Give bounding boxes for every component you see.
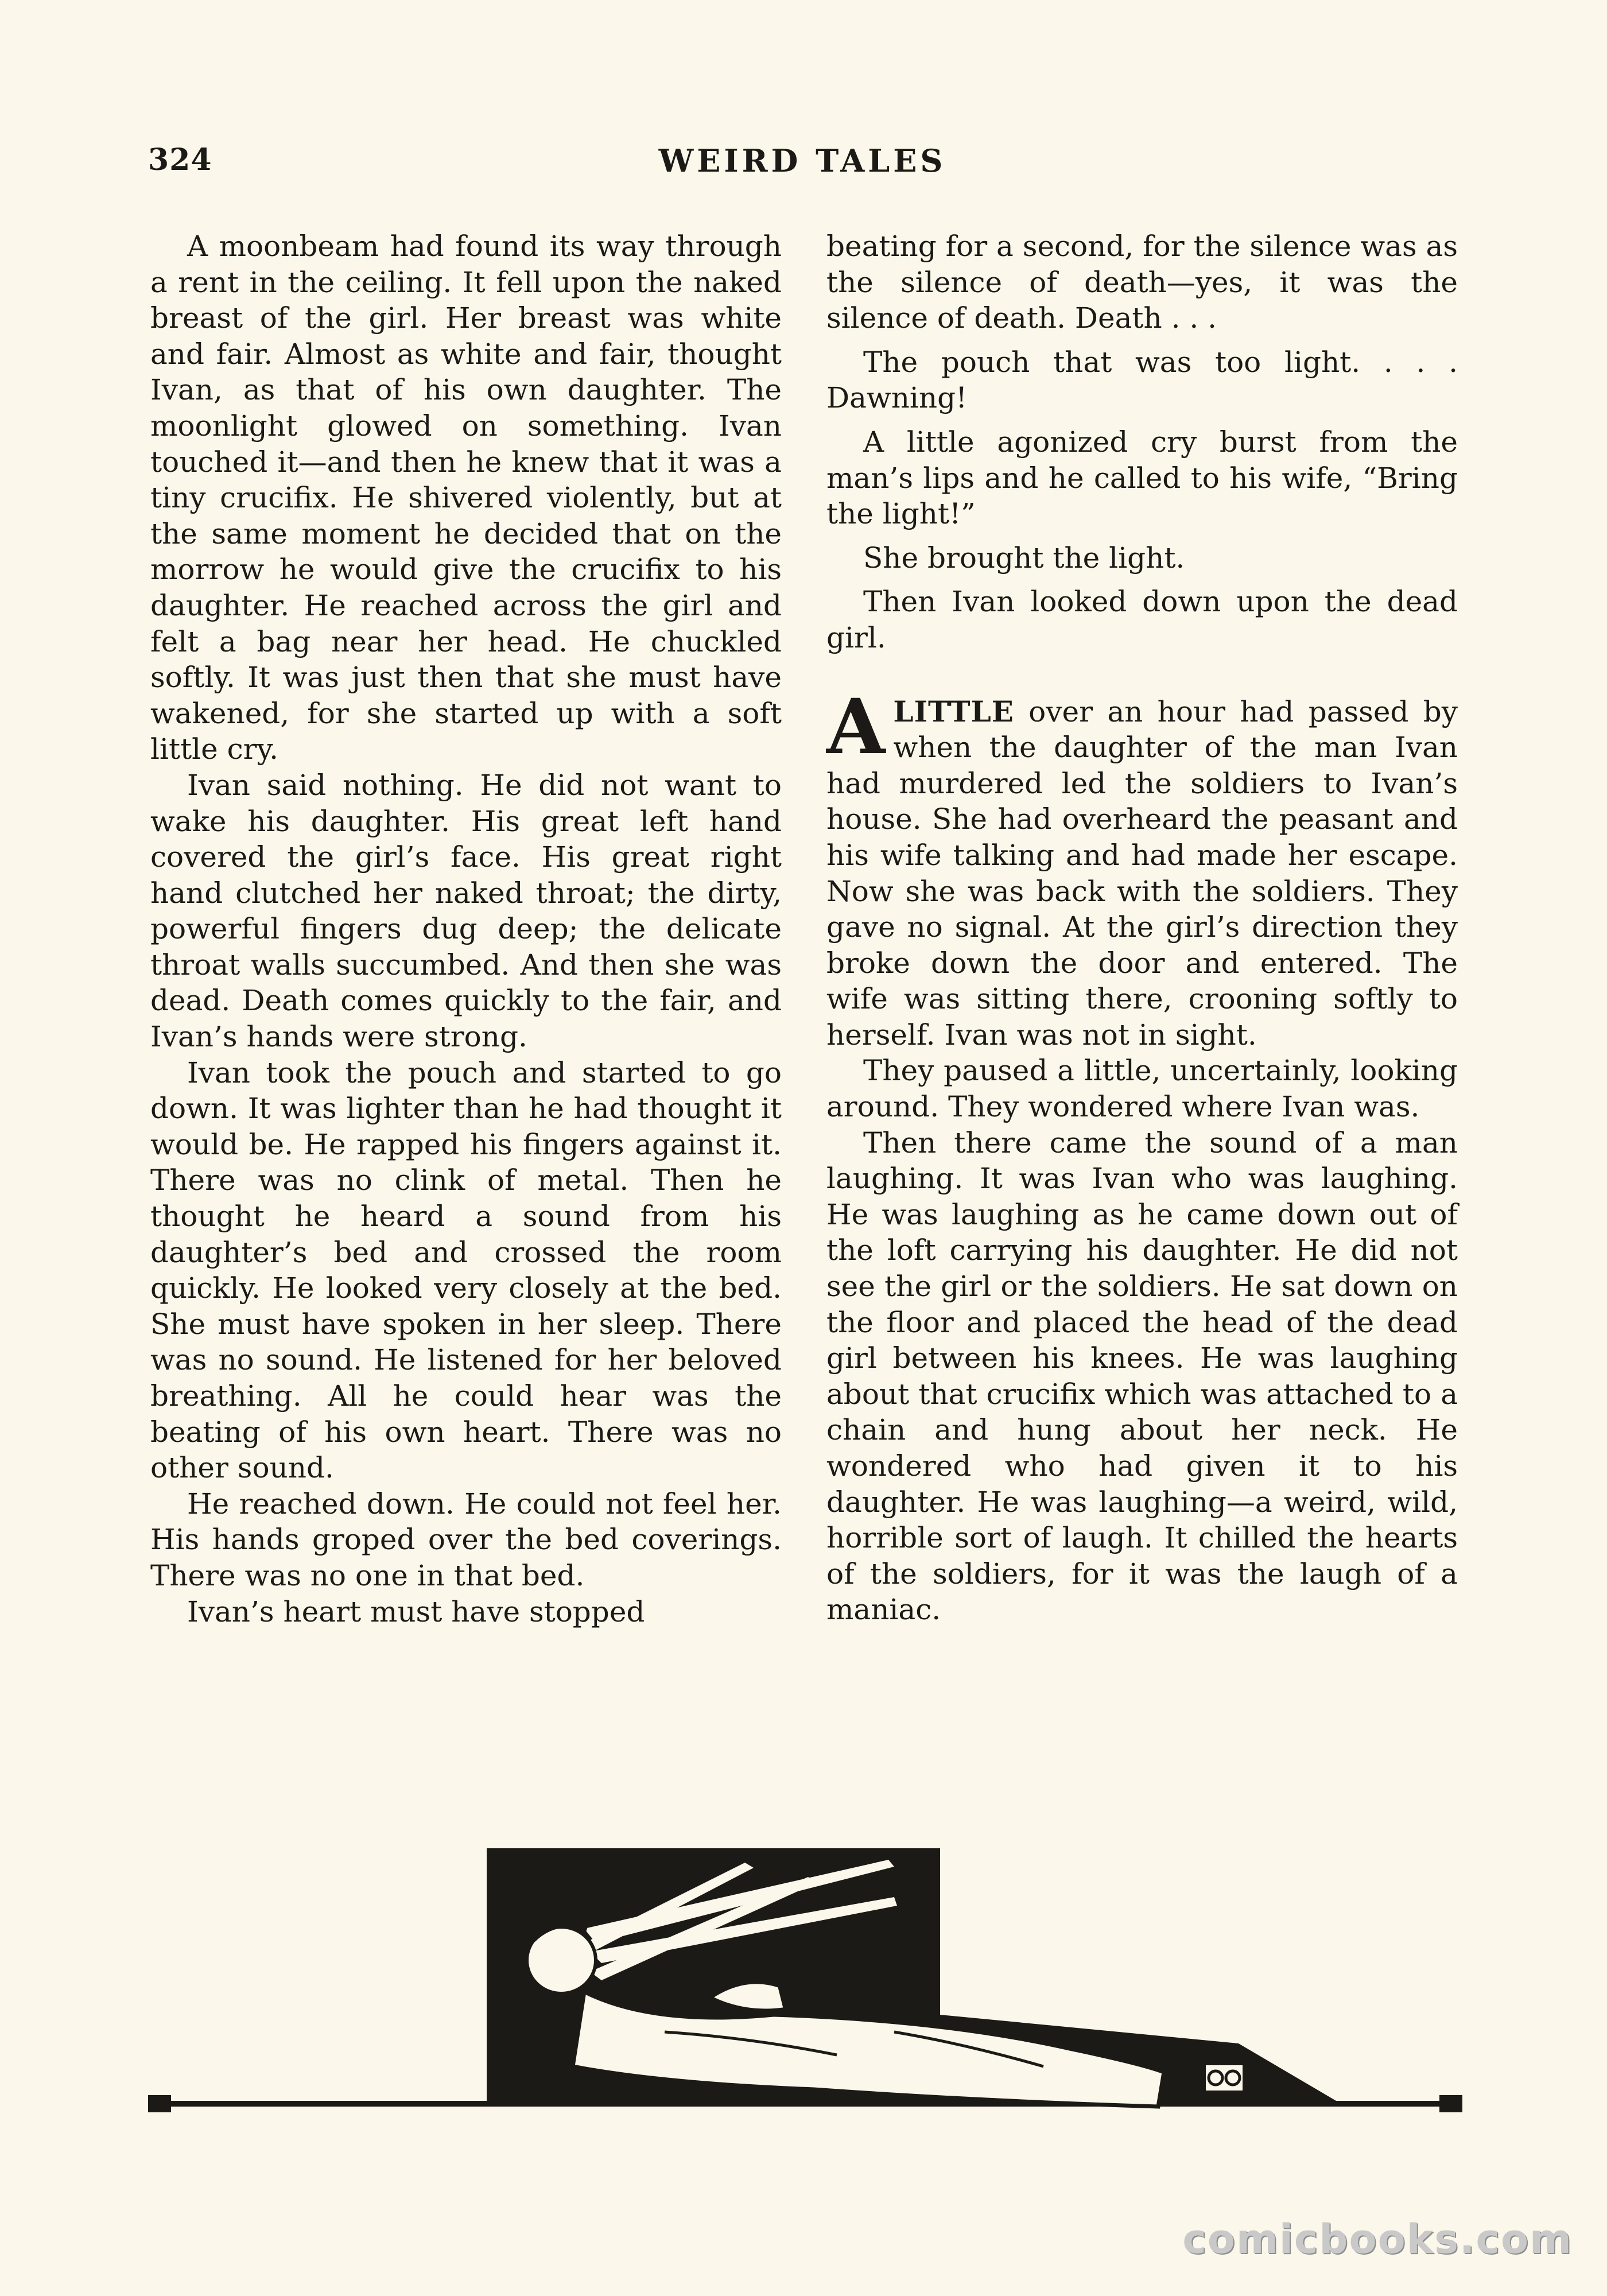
ground-line [148,2101,1462,2107]
paragraph: He reached down. He could not feel her. His hands groped over the bed coverings. There was no one in that bed. [150,1487,782,1592]
paragraph: Ivan took the pouch and started to go down. It was lighter than he had thought it would be. He rapped his fingers against it. There was no clink of metal. Then he thought he heard a sound from his daughter’s bed and crossed the room quickly. He looked very closely at the bed. She must have spoken in her sleep. There was no sound. He listened for her beloved breathing. All he could hear was the beating of his own heart. There was no other sound. [150,1056,782,1485]
drop-cap: A [826,682,886,771]
running-head: WEIRD TALES [658,142,946,179]
page-number: 324 [148,142,212,177]
illustration-dead-girl [148,1843,1462,2118]
paragraph: Then Ivan looked down upon the dead girl. [826,585,1458,654]
small-caps-lead: LITTLE [893,694,1014,728]
continued-paragraph: beating for a second, for the silence was as the silence of death—yes, it was the silence of death. Death . . . [826,230,1458,335]
paragraph: They paused a little, uncertainly, looking around. They wondered where Ivan was. [826,1054,1458,1124]
section-opening-paragraph [826,682,1458,1053]
right-column [826,228,1458,1628]
paragraph: Ivan’s heart must have stopped [187,1595,645,1628]
section-break [826,656,1458,694]
section-opening-text: over an hour had passed by when the daughter of the man Ivan had murdered led the soldiers to Ivan’s house. She had overheard the peasant and his wife talking and had made her escape. Now she was back with the soldiers. They gave no signal. At the girl’s direction they broke down the door and entered. The wife was sitting there, crooning softly to herself. Ivan was not in sight. [826,695,1458,1052]
paragraph: She brought the light. [863,541,1185,575]
paragraph: Then there came the sound of a man laughing. It was Ivan who was laughing. He was laughing as he came down out of the loft carrying his daughter. He did not see the girl or the soldiers. He sat down on the floor and placed the head of the dead girl between his knees. He was laughing about that crucifix which was attached to a chain and hung about her neck. He wondered who had given it to his daughter. He was laughing—a weird, wild, horrible sort of laugh. It chilled the hearts of the soldiers, for it was the laugh of a maniac. [826,1126,1458,1627]
watermark: comicbooks.com [1182,2216,1573,2263]
paragraph: Ivan said nothing. He did not want to wake his daughter. His great left hand covered the girl’s face. His great right hand clutched her naked throat; the dirty, powerful fingers dug deep; the delicate throat walls succumbed. And then she was dead. Death comes quickly to the fair, and Ivan’s hands were strong. [150,768,782,1054]
page-header [148,142,1457,183]
paragraph: The pouch that was too light. . . . Dawning! [826,345,1458,415]
left-column [150,228,782,1630]
paragraph: A little agonized cry burst from the man’s lips and he called to his wife, “Bring the light!” [826,425,1458,531]
paragraph: A moonbeam had found its way through a rent in the ceiling. It fell upon the naked breast of the girl. Her breast was white and fair. Almost as white and fair, thought Ivan, as that of his own daughter. The moonlight glowed on something. Ivan touched it—and then he knew that it was a tiny crucifix. He shivered violently, but at the same moment he decided that on the morrow he would give the crucifix to his daughter. He reached across the girl and felt a bag near her head. He chuckled softly. It was just then that she must have wakened, for she started up with a soft little cry. [150,230,782,766]
